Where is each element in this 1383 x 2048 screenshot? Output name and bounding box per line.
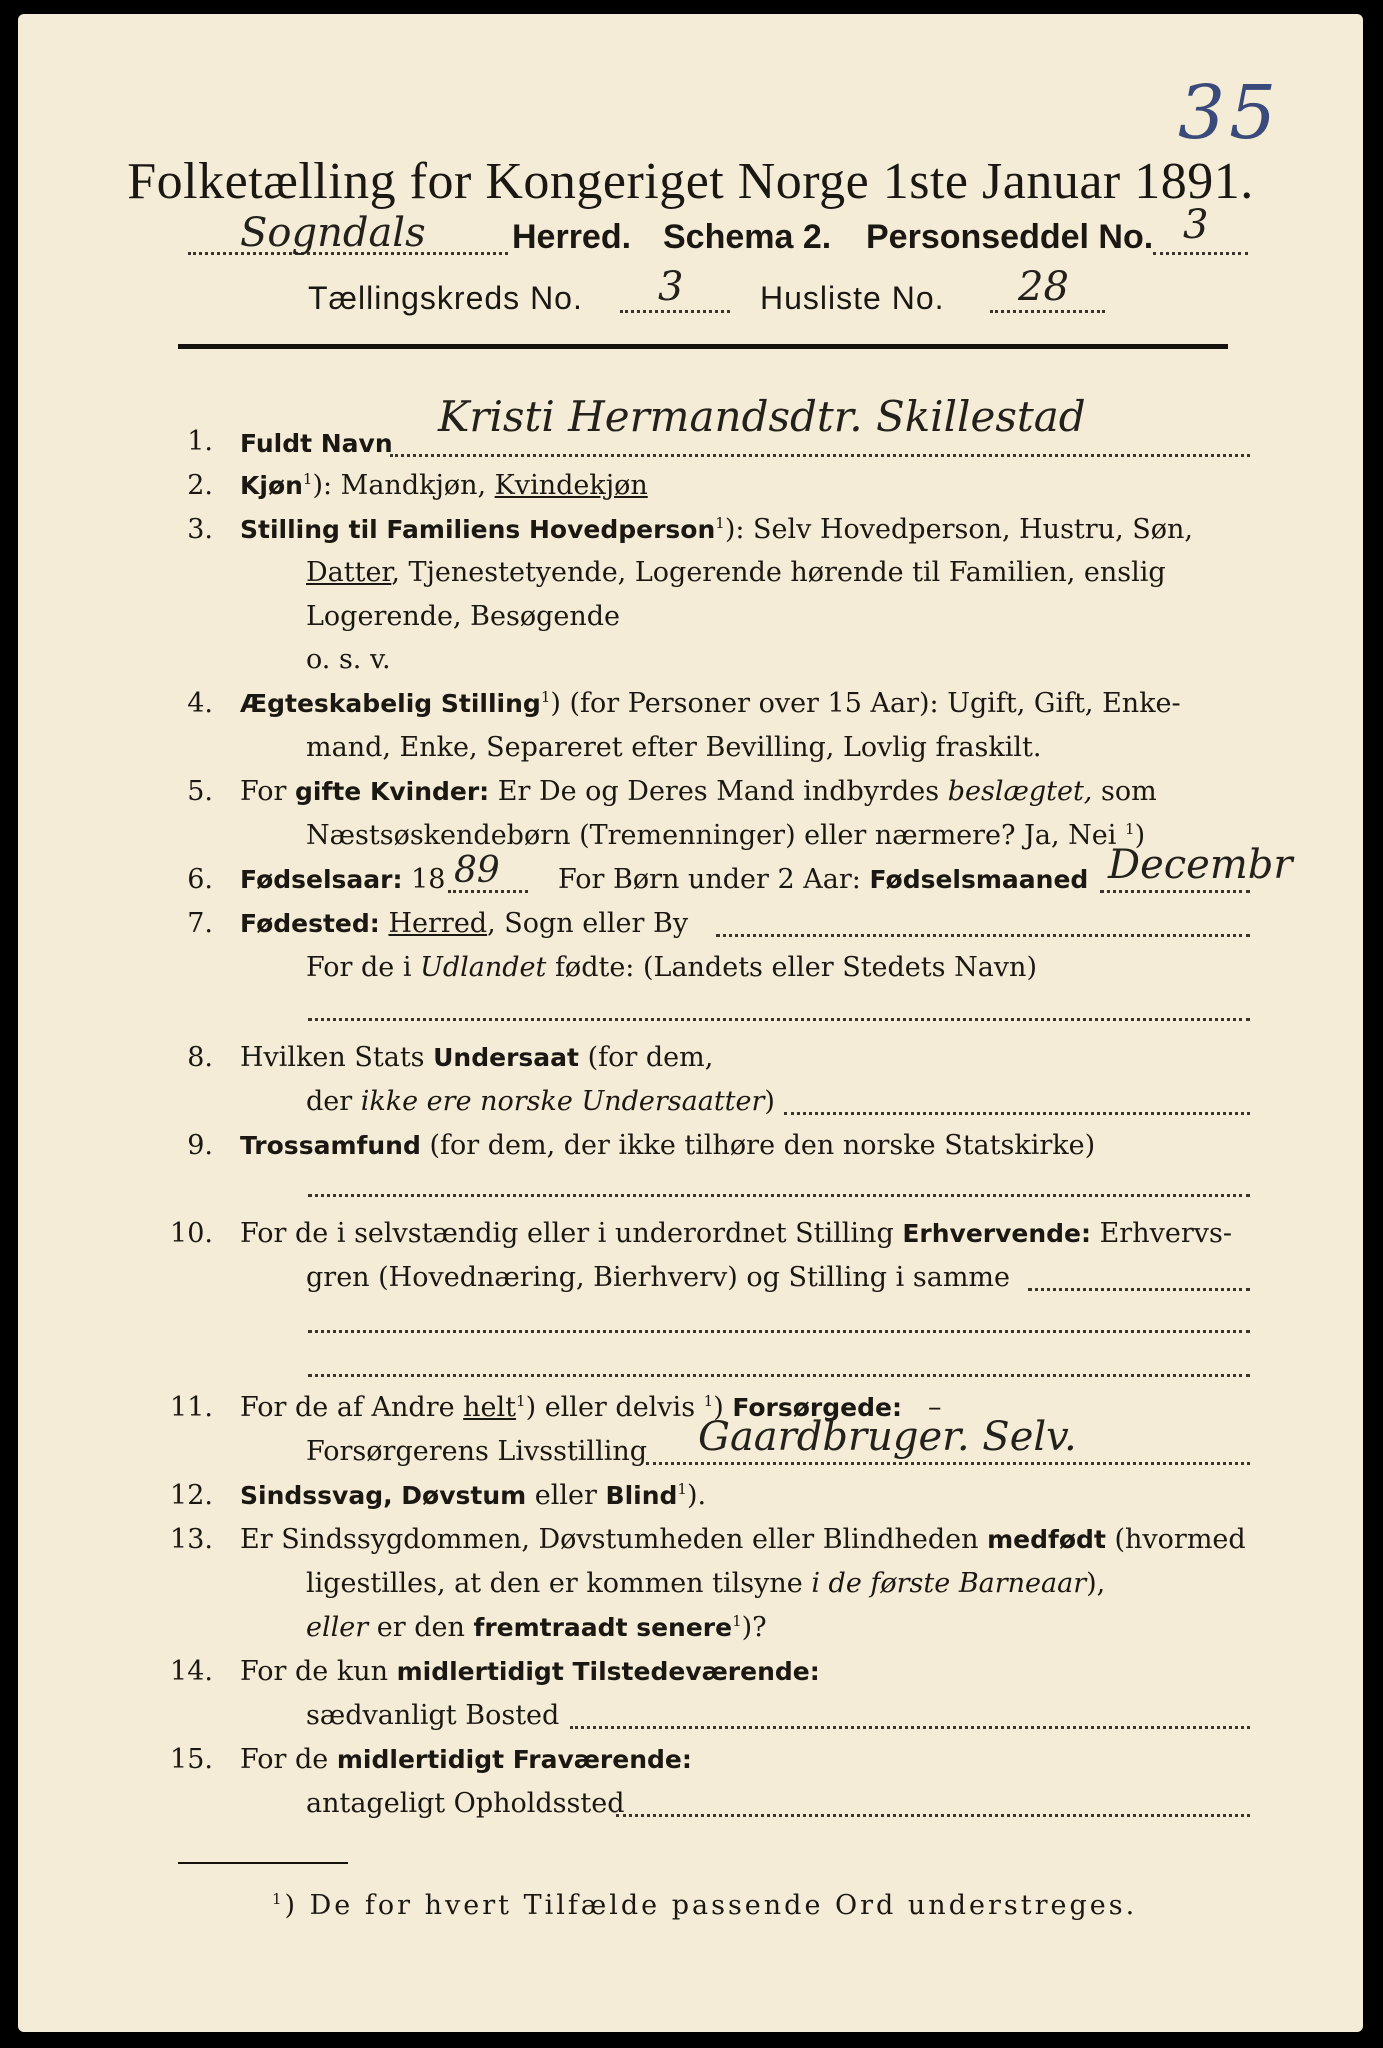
q4-line-a: [240, 688, 1181, 719]
q13-text-b3: ),: [1086, 1568, 1106, 1599]
taellingskreds-dotted-line: [620, 310, 730, 313]
personseddel-label: Personseddel No.: [866, 218, 1154, 256]
q12-text: eller: [526, 1480, 606, 1511]
q9-number: 9.: [187, 1130, 213, 1161]
q13-text-a2: (hvormed: [1105, 1524, 1246, 1555]
q6-text: For Børn under 2 Aar:: [558, 864, 870, 895]
q4-label: Ægteskabelig Stilling: [240, 689, 541, 718]
q12-end: ).: [686, 1480, 707, 1511]
husliste-value: 28: [1018, 264, 1069, 310]
q7-line-a: [240, 908, 688, 939]
q12-line: [240, 1480, 706, 1511]
personseddel-value: 3: [1183, 202, 1209, 248]
q15-line-a: [240, 1744, 692, 1775]
q4-text-b: mand, Enke, Separeret efter Bevilling, Lovlig fraskilt.: [306, 732, 1042, 763]
q15-label: midlertidigt Fraværende:: [336, 1745, 692, 1774]
q1-full-name-value: Kristi Hermandsdtr. Skillestad: [438, 392, 1086, 441]
q8-line-b: [306, 1086, 775, 1117]
q13-number: 13.: [170, 1524, 213, 1555]
q14-label: midlertidigt Tilstedeværende:: [396, 1657, 820, 1686]
footnote: [272, 1890, 1137, 1921]
q6-month-dotted-line: [1100, 890, 1250, 893]
q10-label: Erhvervende:: [902, 1219, 1092, 1248]
q8-line-a: [240, 1042, 713, 1073]
q14-text-a1: For de kun: [240, 1656, 397, 1687]
q5-number: 5.: [187, 776, 213, 807]
herred-label: Herred.: [512, 218, 632, 256]
q5-sup: 1: [1125, 820, 1135, 838]
q7-text-b1: For de i: [306, 952, 421, 983]
q5-label: gifte Kvinder:: [295, 777, 490, 806]
q7-dotted-line-b: [308, 1018, 1250, 1021]
q8-number: 8.: [187, 1042, 213, 1073]
q5-text-a1: For: [240, 776, 296, 807]
q3-line-a: [240, 514, 1193, 545]
q10-text-b: gren (Hovednæring, Bierhverv) og Stilling i samme: [306, 1262, 1011, 1293]
q3-text-b1: Datter: [306, 557, 392, 588]
q8-text-b3: ): [764, 1086, 775, 1117]
q14-text-b: sædvanligt Bosted: [306, 1700, 560, 1731]
husliste-dotted-line: [990, 310, 1105, 313]
q4-text-a: ) (for Personer over 15 Aar): Ugift, Gift, Enke-: [550, 688, 1181, 719]
q4-number: 4.: [187, 688, 213, 719]
q5-text-b2: ): [1134, 820, 1146, 851]
q2-line: [240, 470, 648, 501]
q15-number: 15.: [170, 1744, 213, 1775]
q6-label: Fødselsaar:: [240, 865, 403, 894]
q13-line-c: [306, 1612, 767, 1643]
q6-label2: Fødselsmaaned: [869, 865, 1089, 894]
q13-label2: fremtraadt senere: [473, 1613, 733, 1642]
husliste-label: Husliste No.: [760, 280, 945, 316]
q6-birth-year-value: 89: [454, 850, 500, 891]
q13-end: )?: [741, 1612, 767, 1643]
q11-number: 11.: [170, 1392, 213, 1423]
q8-text-a2: (for dem,: [578, 1042, 714, 1073]
q8-label: Undersaat: [433, 1043, 579, 1072]
q9-dotted-line: [308, 1194, 1250, 1197]
q2-text-a: ): Mandkjøn,: [312, 470, 495, 501]
q9-text: (for dem, der ikke tilhøre den norske Statskirke): [420, 1130, 1096, 1161]
q8-text-b2: ikke ere norske Undersaatter: [360, 1086, 765, 1117]
q10-text-a2: Erhvervs-: [1091, 1218, 1232, 1249]
herred-value: Sogndals: [240, 210, 426, 256]
q13-text-c2: er den: [368, 1612, 474, 1643]
q12-label2: Blind: [605, 1481, 678, 1510]
q10-line-a: [240, 1218, 1232, 1249]
q10-number: 10.: [170, 1218, 213, 1249]
q7-number: 7.: [187, 908, 213, 939]
q8-text-a1: Hvilken Stats: [240, 1042, 434, 1073]
q10-dotted-line-a: [1028, 1288, 1250, 1291]
q1-dotted-line: [390, 454, 1250, 457]
footnote-text: ) De for hvert Tilfælde passende Ord understreges.: [284, 1890, 1138, 1921]
q3-text-b2: , Tjenestetyende, Logerende hørende til Familien, enslig: [391, 557, 1166, 588]
schema-label: Schema 2.: [663, 218, 832, 256]
q9-line: [240, 1130, 1095, 1161]
q6-prefix: 18: [402, 864, 446, 895]
census-form-sheet: [18, 14, 1363, 2032]
q11-label: Forsørgede:: [732, 1393, 902, 1422]
q7-line-b: [306, 952, 1037, 983]
taellingskreds-value: 3: [658, 264, 684, 310]
q5-text-a4: som: [1092, 776, 1157, 807]
q14-line-a: [240, 1656, 820, 1687]
q10-text-a1: For de i selvstændig eller i underordnet Stilling: [240, 1218, 903, 1249]
q7-dotted-line-a: [716, 934, 1250, 937]
q12-label: Sindssvag, Døvstum: [240, 1481, 527, 1510]
personseddel-dotted-line: [1153, 252, 1248, 255]
q10-dotted-line-c: [308, 1374, 1250, 1377]
q6-birth-month-value: Decembr: [1108, 842, 1293, 888]
q2-sup: 1: [302, 470, 313, 488]
q11-text-a-ul: helt: [463, 1392, 517, 1423]
q14-number: 14.: [170, 1656, 213, 1687]
q11-text-b: Forsørgerens Livsstilling: [306, 1436, 648, 1467]
footnote-rule: [178, 1862, 348, 1864]
q13-text-b1: ligestilles, at den er kommen tilsyne: [306, 1568, 812, 1599]
q13-text-a1: Er Sindssygdommen, Døvstumheden eller Blindheden: [240, 1524, 988, 1555]
q13-label: medfødt: [987, 1525, 1106, 1554]
q8-dotted-line: [784, 1112, 1250, 1115]
q3-label: Stilling til Familiens Hovedperson: [240, 515, 716, 544]
q7-text-a: , Sogn eller By: [487, 908, 689, 939]
q1-label: Fuldt Navn: [240, 429, 393, 458]
q2-number: 2.: [187, 470, 213, 501]
q3-text-d: o. s. v.: [306, 644, 391, 675]
taellingskreds-label: Tællingskreds No.: [308, 280, 583, 316]
q5-line-b: [306, 820, 1145, 851]
q15-text-a1: For de: [240, 1744, 337, 1775]
q15-dotted-line: [616, 1814, 1250, 1817]
footnote-sup: 1: [272, 1890, 285, 1908]
q7-label-ul: Herred: [388, 908, 488, 939]
q2-text-b: Kvindekjøn: [494, 470, 648, 501]
q10-dotted-line-b: [308, 1330, 1250, 1333]
q7-text-b2: Udlandet: [420, 952, 547, 983]
q14-dotted-line: [570, 1726, 1250, 1729]
q2-label: Kjøn: [240, 471, 303, 500]
q11-sup2: 1: [703, 1392, 714, 1410]
q1-number: 1.: [187, 426, 213, 457]
q3-line-b: [306, 557, 1166, 588]
q3-number: 3.: [187, 514, 213, 545]
form-title: Folketælling for Kongeriget Norge 1ste Januar 1891.: [127, 153, 1254, 210]
q11-sup: 1: [516, 1392, 526, 1410]
q11-dotted-line: [646, 1462, 1250, 1465]
q8-text-b1: der: [306, 1086, 361, 1117]
q13-text-b2: i de første Barneaar: [811, 1568, 1087, 1599]
q13-line-b: [306, 1568, 1105, 1599]
page-number-handwritten: 35: [1178, 70, 1281, 156]
q9-label: Trossamfund: [240, 1131, 421, 1160]
q3-text-a: ): Selv Hovedperson, Hustru, Søn,: [724, 514, 1193, 545]
header-rule: [178, 344, 1228, 349]
q15-text-b: antageligt Opholdssted: [306, 1788, 625, 1819]
q6-line-b: [558, 864, 1088, 895]
q11-text-a1: For de af Andre: [240, 1392, 464, 1423]
q11-text-a2: ) eller delvis: [525, 1392, 704, 1423]
q3-text-c: Logerende, Besøgende: [306, 601, 620, 632]
q12-number: 12.: [170, 1480, 213, 1511]
q5-text-b: Næstsøskendebørn (Tremenninger) eller nærmere? Ja, Nei: [306, 820, 1126, 851]
q5-text-a3: beslægtet,: [947, 776, 1093, 807]
q4-sup: 1: [540, 688, 551, 706]
q12-sup: 1: [677, 1480, 687, 1498]
q13-line-a: [240, 1524, 1246, 1555]
q7-text-b3: fødte: (Landets eller Stedets Navn): [546, 952, 1037, 983]
q6-number: 6.: [187, 864, 213, 895]
q13-text-c1: eller: [306, 1612, 369, 1643]
q7-label: Fødested:: [240, 909, 389, 938]
q6-line: [240, 864, 445, 895]
q11-text-a3: ): [713, 1392, 733, 1423]
q5-text-a2: Er De og Deres Mand indbyrdes: [489, 776, 948, 807]
q3-sup: 1: [715, 514, 725, 532]
q5-line-a: [240, 776, 1157, 807]
q13-sup: 1: [732, 1612, 742, 1630]
q11-provider-occupation-value: Gaardbruger. Selv.: [698, 1414, 1077, 1460]
q11-dash: –: [927, 1392, 942, 1423]
